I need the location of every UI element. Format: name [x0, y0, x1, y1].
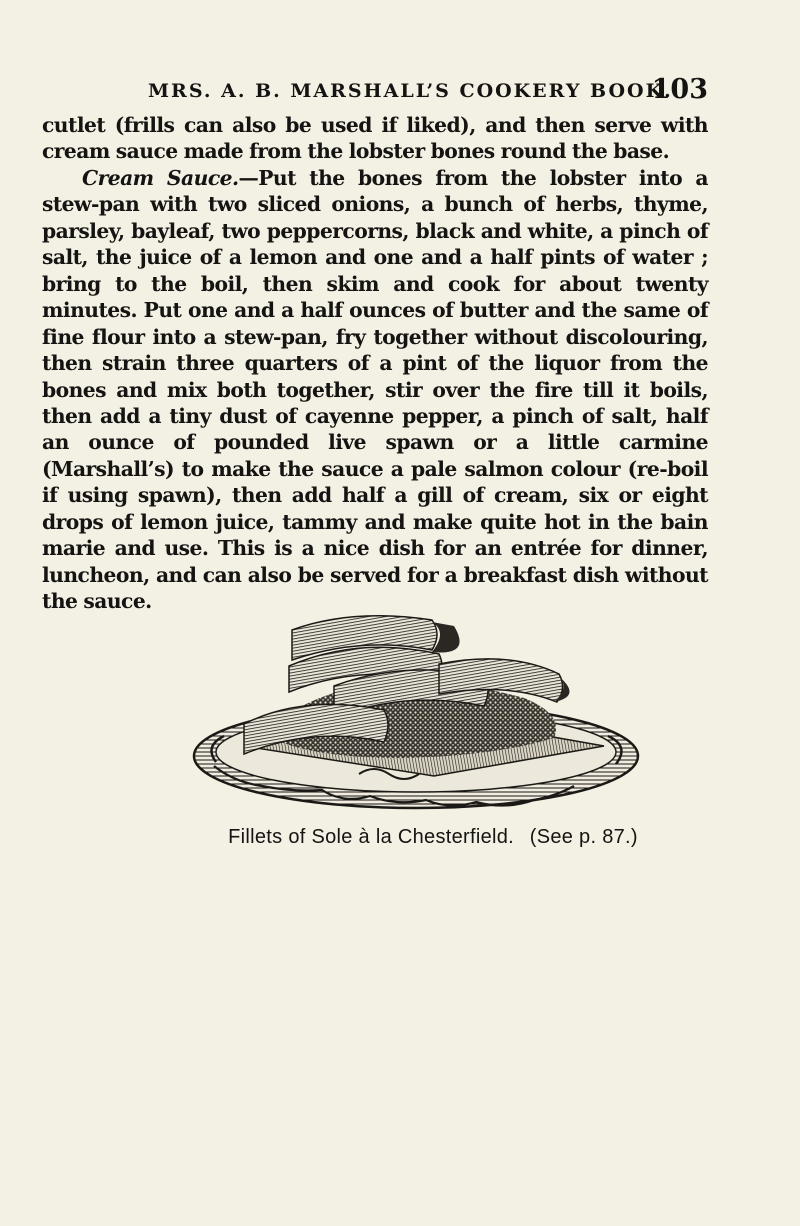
- caption-text: Fillets of Sole à la Chesterfield.: [228, 826, 515, 848]
- body-text: [42, 112, 708, 615]
- cream-sauce-paragraph: [42, 165, 708, 615]
- cream-sauce-heading: Cream Sauce.: [82, 165, 239, 190]
- running-head: [148, 72, 708, 108]
- engraved-dish-illustration: [184, 606, 644, 822]
- running-head-title: MRS. A. B. MARSHALL’S COOKERY BOOK.: [148, 80, 673, 102]
- caption-reference: (See p. 87.): [529, 826, 638, 848]
- figure-caption: [0, 826, 800, 849]
- page-number: 103: [651, 74, 708, 105]
- cream-sauce-text: —Put the bones from the lobster into a stew-pan with two sliced onions, a bunch of herbs, thyme, parsley, bayleaf, two peppercorns, black and white, a pinch of salt, the juice of a lemon and one and a half pints of water ; bring to the boil, then skim and cook for about twenty minutes. Put one and a half ounces of butter and the same of fine flour into a stew-pan, fry together without discolouring, then strain three quarters of a pint of the liquor from the bones and mix both together, stir over the fire till it boils, then add a tiny dust of cayenne pepper, a pinch of salt, half an ounce of pounded live spawn or a little carmine (Marshall’s) to make the sauce a pale salmon colour (re-boil if using spawn), then add half a gill of cream, six or eight drops of lemon juice, tammy and make quite hot in the bain marie and use. This is a nice dish for an entrée for dinner, luncheon, and can also be served for a breakfast dish without the sauce.: [42, 165, 709, 614]
- continuation-paragraph: cutlet (frills can also be used if liked), and then serve with cream sauce made from the lobster bones round the base.: [42, 113, 708, 164]
